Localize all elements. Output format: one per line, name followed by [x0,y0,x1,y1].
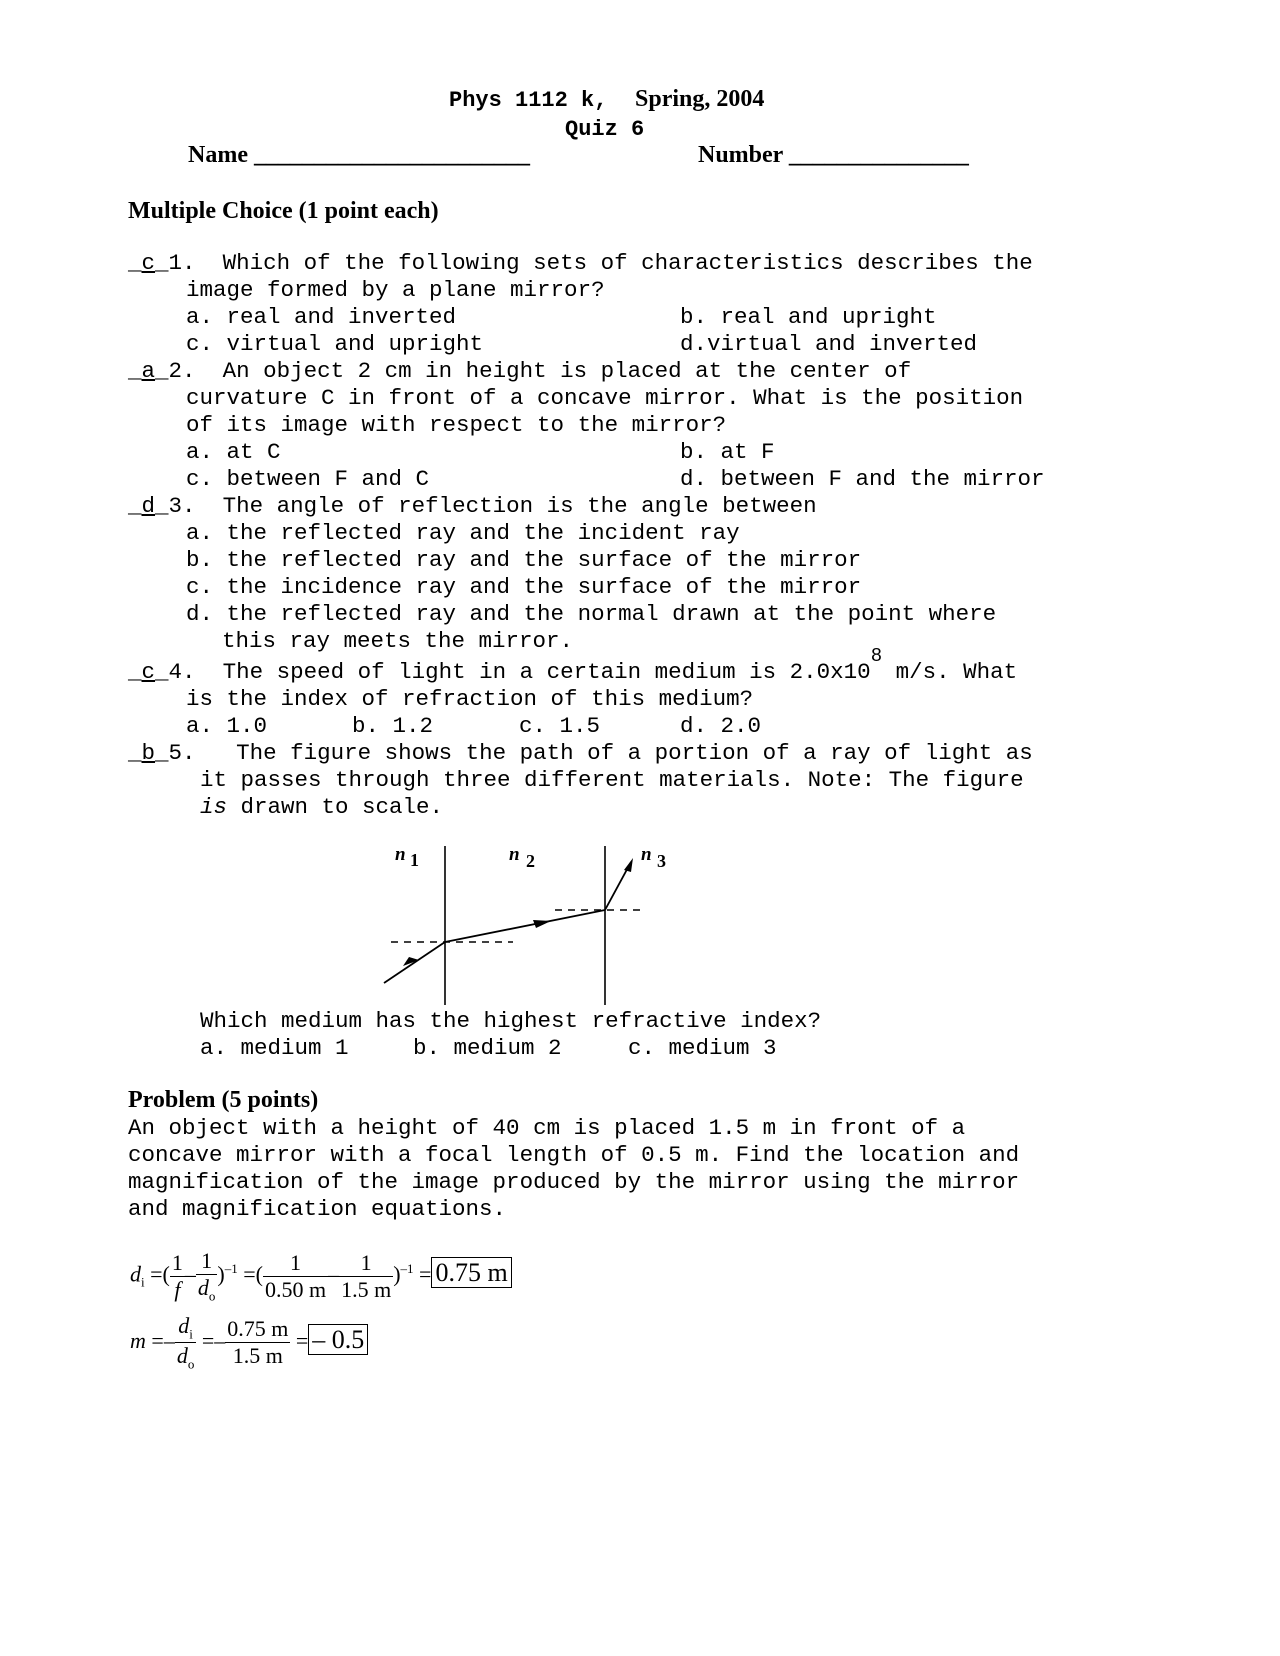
course-title: Phys 1112 k, [449,88,608,113]
question-2-option-b: b. at F [680,439,775,465]
neg-1: – [163,1327,175,1353]
question-5-option-a: a. medium 1 [200,1035,349,1061]
frac-num: 1 [171,1249,183,1275]
question-5-option-c: c. medium 3 [628,1035,777,1061]
equals-3: = [419,1261,432,1287]
frac-075-over-15 [225,1316,290,1369]
question-4-line-2: is the index of refraction of this medium? [186,686,754,712]
do-symbol: d [197,1275,209,1300]
frac-den-do-value: 1.5 m [341,1276,392,1302]
label-n1-sub: 1 [410,850,419,870]
question-5-line-1: _b_5. The figure shows the path of a portion of a ray of light as [128,740,1033,766]
label-n2-sub: 2 [526,851,535,871]
question-4-option-b: b. 1.2 [352,713,434,739]
problem-line-2: concave mirror with a focal length of 0.5 m. Find the location and [128,1142,1020,1168]
refraction-figure [375,840,666,1010]
question-2-number: 2. [168,358,196,384]
question-4-stem: The speed of light in a certain medium is 2.0x10 [222,659,871,685]
question-2-stem: An object 2 cm in height is placed at the center of [222,358,912,384]
question-5-line-3 [200,794,443,822]
frac-den-do [175,1343,197,1372]
question-5-line-2: it passes through three different materials. Note: The figure [200,767,1024,793]
question-5-stem: The figure shows the path of a portion of a ray of light as [236,740,1033,766]
question-4-number: 4. [168,659,196,685]
number-field: Number _______________ [698,142,969,168]
minus-1: – [184,1261,196,1287]
question-4-stem-end: m/s. What [882,659,1018,685]
paren-open-1: ( [162,1261,170,1287]
question-1-stem: Which of the following sets of characteristics describes the [222,250,1033,276]
equals-4: = [151,1327,164,1353]
frac-1-over-do [196,1248,218,1304]
minus-2: – [328,1261,340,1287]
equals-5: = [201,1327,215,1353]
frac-1-over-f [170,1250,185,1303]
problem-line-4: and magnification equations. [128,1196,507,1222]
inverse-exp-1: –1 [224,1260,238,1276]
frac-den-f-value: 0.50 m [264,1276,327,1302]
paren-close-2: ) [393,1261,401,1287]
frac-den-do-value: 1.5 m [232,1343,283,1369]
question-5-italic-is: is [200,794,228,820]
question-2-option-c: c. between F and C [186,466,430,492]
frac-num: 1 [263,1250,328,1277]
quiz-title: Quiz 6 [565,117,645,142]
name-field: Name _______________________ [188,142,530,168]
question-3-line-1: _d_3. The angle of reflection is the angle between [128,493,817,519]
frac-di-over-do [175,1313,197,1373]
frac-num-di [175,1313,197,1343]
label-n1: n [395,844,406,865]
question-2-line-2: curvature C in front of a concave mirror. What is the position [186,385,1024,411]
question-5-option-b: b. medium 2 [413,1035,562,1061]
di-result-box: 0.75 m [431,1257,511,1288]
do-subscript: o [187,1356,195,1372]
frac-den-do [196,1275,218,1304]
question-1-option-b: b. real and upright [680,304,937,330]
answer-4: c [141,659,156,685]
answer-1: c [141,250,156,276]
question-1-option-c: c. virtual and upright [186,331,484,357]
question-5-prompt: Which medium has the highest refractive index? [200,1008,822,1034]
question-3-option-a: a. the reflected ray and the incident ray [186,520,740,546]
question-4-option-c: c. 1.5 [519,713,601,739]
label-n2: n [509,844,520,865]
di-subscript: i [141,1274,145,1290]
answer-2: a [141,358,156,384]
arrow-3 [624,858,633,872]
question-1-number: 1. [168,250,196,276]
frac-num: 1 [339,1250,393,1277]
arrow-2 [533,920,551,928]
question-5-number: 5. [168,740,196,766]
question-2-line-3: of its image with respect to the mirror? [186,412,727,438]
question-4-option-a: a. 1.0 [186,713,268,739]
question-1-line-2: image formed by a plane mirror? [186,277,605,303]
di-subscript: i [189,1326,193,1342]
frac-1-over-050 [263,1250,328,1303]
answer-5: b [141,740,156,766]
problem-line-3: magnification of the image produced by the mirror using the mirror [128,1169,1020,1195]
neg-2: – [214,1327,226,1353]
question-3-option-d: d. the reflected ray and the normal drawn at the point where [186,601,997,627]
do-subscript: o [208,1288,216,1304]
question-5-stem-rest: drawn to scale. [227,794,444,820]
question-4-option-d: d. 2.0 [680,713,762,739]
question-3-option-b: b. the reflected ray and the surface of the mirror [186,547,862,573]
question-3-option-d-cont: this ray meets the mirror. [222,628,574,654]
paren-close-1: ) [217,1261,225,1287]
term: Spring, 2004 [635,86,765,112]
problem-line-1: An object with a height of 40 cm is placed 1.5 m in front of a [128,1115,966,1141]
di-symbol: d [130,1261,141,1287]
question-3-number: 3. [168,493,196,519]
equals-1: = [150,1261,163,1287]
question-1-option-a: a. real and inverted [186,304,457,330]
ray-segment-2 [445,910,605,942]
question-4-line-1: _c_4. The speed of light in a certain medium is $2.0x10^8$ m/s. What [128,645,1018,685]
m-symbol: m [130,1327,146,1353]
question-1-line-1: _c_1. Which of the following sets of characteristics describes the [128,250,1033,276]
question-2-option-d: d. between F and the mirror [680,466,1045,492]
question-1-option-d: d.virtual and inverted [680,331,978,357]
label-n3: n [641,844,652,865]
question-4-exponent: 8 [870,645,883,667]
frac-num: 1 [196,1248,218,1275]
section-multiple-choice: Multiple Choice (1 point each) [128,198,439,224]
label-n3-sub: 3 [657,851,666,871]
di-symbol: d [178,1313,190,1338]
question-3-option-c: c. the incidence ray and the surface of the mirror [186,574,862,600]
answer-3: d [141,493,156,519]
mirror-equation [130,1248,512,1304]
ray-segment-1 [384,942,445,983]
equals-6: = [295,1327,309,1353]
question-2-line-1: _a_2. An object 2 cm in height is placed at the center of [128,358,912,384]
frac-1-over-15 [339,1250,393,1303]
do-symbol: d [176,1343,188,1369]
m-result-box: – 0.5 [308,1324,368,1355]
section-problem: Problem (5 points) [128,1087,319,1113]
question-2-option-a: a. at C [186,439,281,465]
question-3-stem: The angle of reflection is the angle between [222,493,817,519]
paren-open-2: ( [255,1261,263,1287]
frac-num-di-value: 0.75 m [227,1316,289,1342]
equals-2: = [243,1261,256,1287]
frac-den-f: f [174,1276,181,1302]
inverse-exp-2: –1 [400,1260,414,1276]
magnification-equation [130,1313,368,1373]
